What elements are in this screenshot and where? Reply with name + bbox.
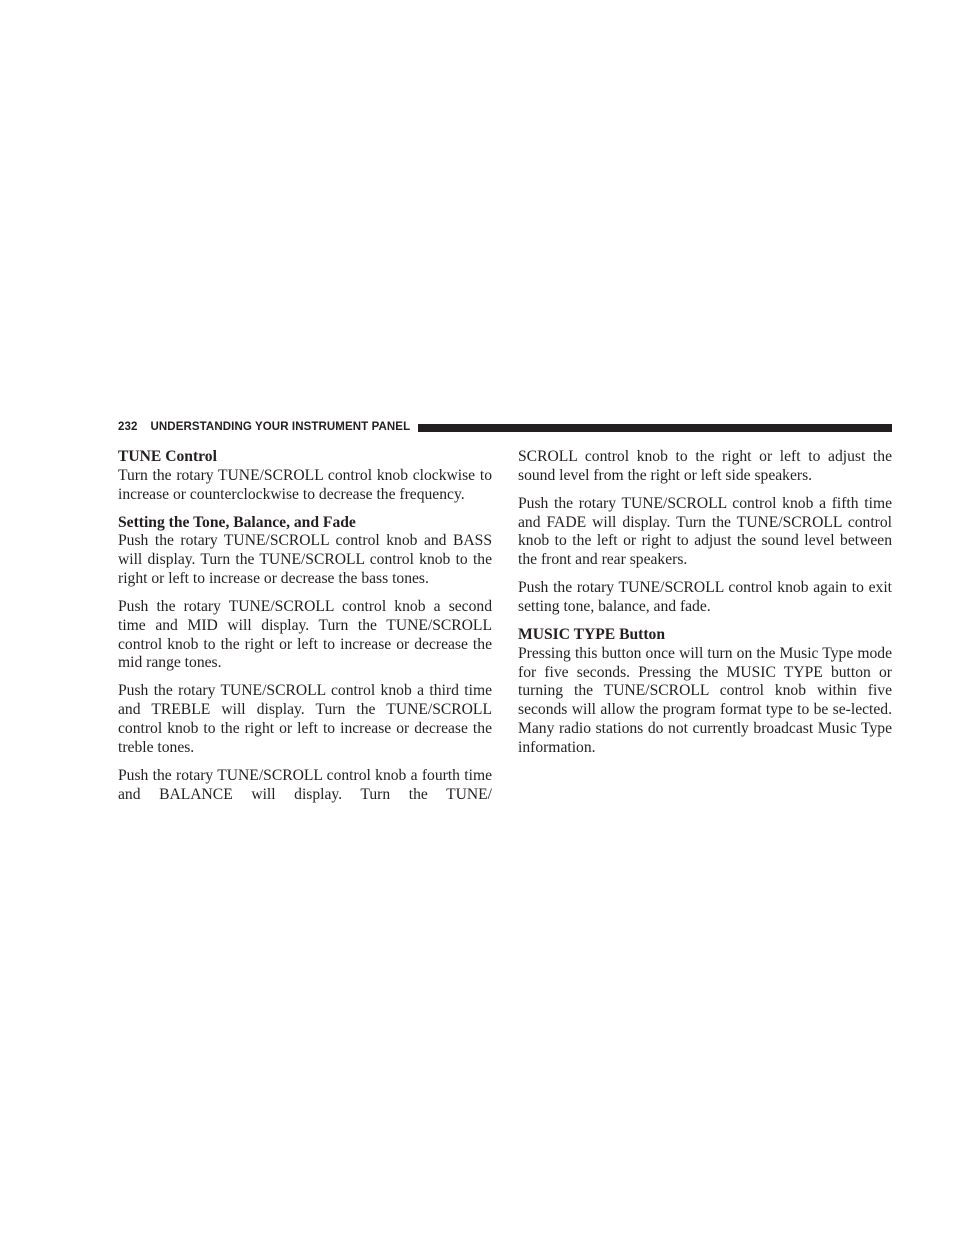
bass-paragraph: Push the rotary TUNE/SCROLL control knob and BASS will display. Turn the TUNE/SCROLL control knob to the right or left to increase or decrease the bass tones. xyxy=(118,532,492,587)
music-type-paragraph: Pressing this button once will turn on the Music Type mode for five seconds. Pressing the MUSIC TYPE button or turning the TUNE/SCROLL control knob within five seconds will allow the program format type to be se-lected. Many radio stations do not currently broadcast Music Type information. xyxy=(518,644,892,756)
right-column xyxy=(518,448,892,767)
left-column xyxy=(118,448,492,813)
section-title: UNDERSTANDING YOUR INSTRUMENT PANEL xyxy=(150,421,411,433)
music-type-heading: MUSIC TYPE Button xyxy=(518,625,666,643)
exit-paragraph: Push the rotary TUNE/SCROLL control knob again to exit setting tone, balance, and fade. xyxy=(518,579,892,615)
balance-continued-paragraph: SCROLL control knob to the right or left to adjust the sound level from the right or left side speakers. xyxy=(518,448,892,484)
treble-paragraph: Push the rotary TUNE/SCROLL control knob a third time and TREBLE will display. Turn the TUNE/SCROLL control knob to the right or left to increase or decrease the treble tones. xyxy=(118,682,492,756)
tune-control-paragraph: Turn the rotary TUNE/SCROLL control knob clockwise to increase or counterclockwise to decrease the frequency. xyxy=(118,466,492,503)
tone-balance-fade-heading: Setting the Tone, Balance, and Fade xyxy=(118,513,356,531)
page-number: 232 xyxy=(118,421,138,433)
fade-paragraph: Push the rotary TUNE/SCROLL control knob a fifth time and FADE will display. Turn the TUNE/SCROLL control knob to the left or right to adjust the sound level between the front and rear speakers. xyxy=(518,494,892,569)
mid-paragraph: Push the rotary TUNE/SCROLL control knob a second time and MID will display. Turn the TUNE/SCROLL control knob to the right or left to increase or decrease the mid range tones. xyxy=(118,597,492,672)
page-header xyxy=(118,419,892,435)
header-rule xyxy=(418,424,892,432)
balance-paragraph: Push the rotary TUNE/SCROLL control knob a fourth time and BALANCE will display. Turn the TUNE/ xyxy=(118,766,492,803)
tune-control-heading: TUNE Control xyxy=(118,448,217,465)
